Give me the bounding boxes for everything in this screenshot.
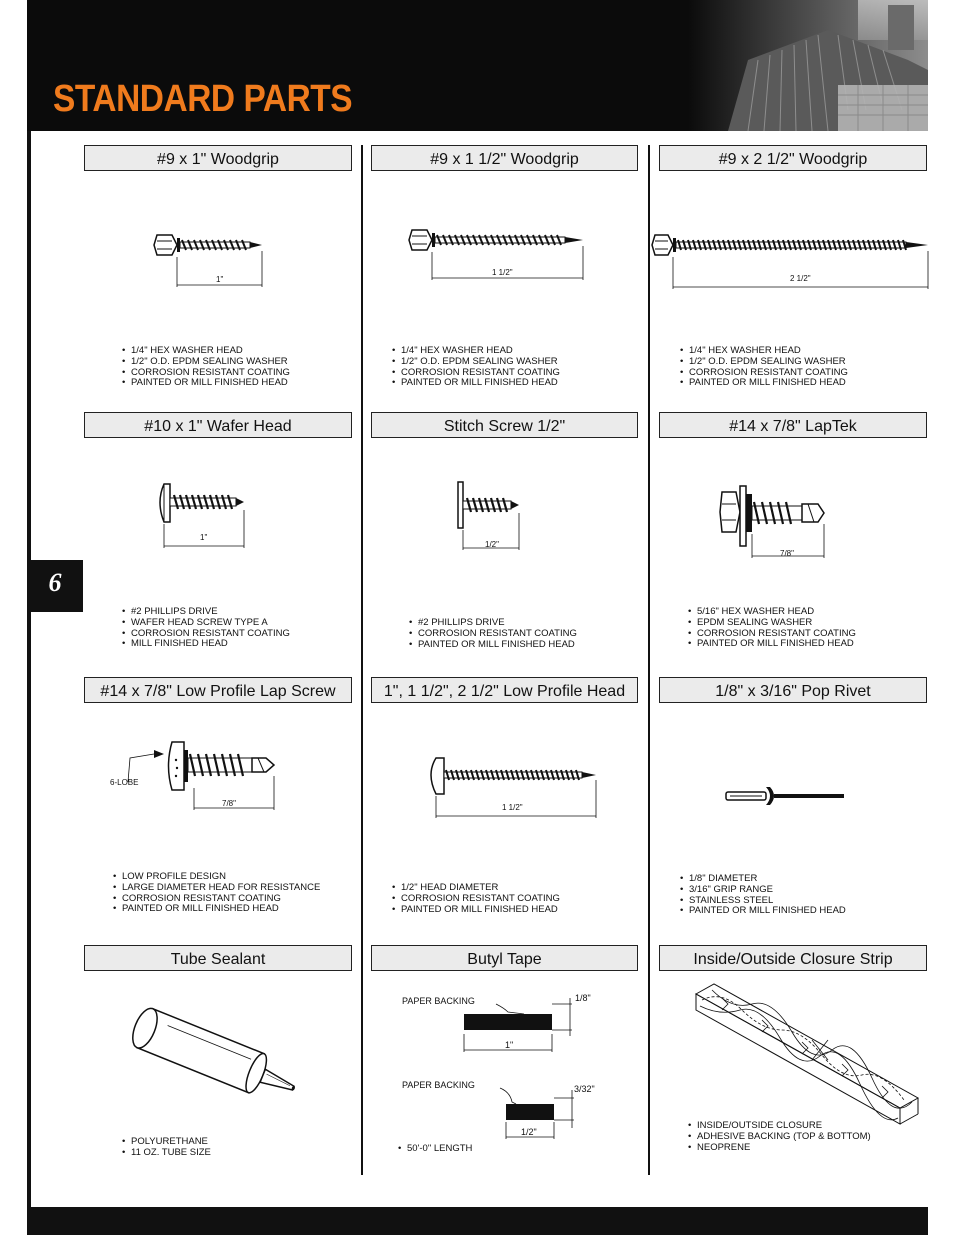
part-title: Stitch Screw 1/2" <box>371 412 638 438</box>
woodgrip-1-5-screw-drawing <box>405 222 590 287</box>
feature-list <box>688 607 856 650</box>
page-footer <box>27 1207 928 1235</box>
feature-item: • INSIDE/OUTSIDE CLOSURE <box>688 1121 871 1132</box>
feature-item: • STAINLESS STEEL <box>680 896 846 907</box>
dimension-label: 1/2" <box>485 540 499 549</box>
feature-list <box>680 346 848 389</box>
feature-item: • 11 OZ. TUBE SIZE <box>122 1148 211 1159</box>
feature-item: • PAINTED OR MILL FINISHED HEAD <box>392 905 560 916</box>
feature-item: • #2 PHILLIPS DRIVE <box>409 618 577 629</box>
woodgrip-1-screw-drawing <box>150 225 280 295</box>
feature-item: • 1/2" O.D. EPDM SEALING WASHER <box>680 357 848 368</box>
feature-item: • POLYURETHANE <box>122 1137 211 1148</box>
feature-item: • 1/8" DIAMETER <box>680 874 846 885</box>
left-border <box>27 0 31 1235</box>
closure-strip-drawing <box>692 980 922 1120</box>
column-divider <box>361 145 363 1175</box>
feature-item: • CORROSION RESISTANT COATING <box>680 368 848 379</box>
feature-item: • CORROSION RESISTANT COATING <box>688 629 856 640</box>
feature-list <box>122 1137 211 1159</box>
feature-item: • 1/4" HEX WASHER HEAD <box>392 346 560 357</box>
dimension-label: 1" <box>200 533 208 542</box>
feature-item: • PAINTED OR MILL FINISHED HEAD <box>680 906 846 917</box>
butyl-tape-2-drawing <box>500 1084 585 1142</box>
part-title: Tube Sealant <box>84 945 352 971</box>
tube-sealant-drawing <box>118 1015 313 1110</box>
chapter-tab <box>27 560 83 612</box>
dimension-label: 1 1/2" <box>502 803 523 812</box>
chapter-number: 6 <box>48 568 62 597</box>
feature-list <box>122 346 290 389</box>
feature-item: • CORROSION RESISTANT COATING <box>122 368 290 379</box>
feature-item: • EPDM SEALING WASHER <box>688 618 856 629</box>
tape-label: PAPER BACKING <box>402 996 475 1006</box>
feature-list <box>113 872 320 915</box>
part-title: #9 x 2 1/2" Woodgrip <box>659 145 927 171</box>
feature-item: • 1/4" HEX WASHER HEAD <box>680 346 848 357</box>
part-title: 1/8" x 3/16" Pop Rivet <box>659 677 927 703</box>
feature-list <box>398 1144 472 1155</box>
feature-item: • 1/2" HEAD DIAMETER <box>392 883 560 894</box>
feature-item: • ADHESIVE BACKING (TOP & BOTTOM) <box>688 1132 871 1143</box>
feature-item: • PAINTED OR MILL FINISHED HEAD <box>409 640 577 651</box>
dimension-label: 7/8" <box>222 799 236 808</box>
feature-item: • CORROSION RESISTANT COATING <box>392 368 560 379</box>
feature-list <box>409 618 577 650</box>
feature-item: • LOW PROFILE DESIGN <box>113 872 320 883</box>
feature-item: • #2 PHILLIPS DRIVE <box>122 607 290 618</box>
dimension-label: 7/8" <box>780 549 794 558</box>
feature-item: • CORROSION RESISTANT COATING <box>409 629 577 640</box>
feature-item: • PAINTED OR MILL FINISHED HEAD <box>688 639 856 650</box>
feature-item: • 1/2" O.D. EPDM SEALING WASHER <box>392 357 560 368</box>
part-title: #9 x 1 1/2" Woodgrip <box>371 145 638 171</box>
feature-item: • PAINTED OR MILL FINISHED HEAD <box>680 378 848 389</box>
page-title: STANDARD PARTS <box>53 78 353 120</box>
feature-item: • CORROSION RESISTANT COATING <box>113 894 320 905</box>
part-title: #14 x 7/8" LapTek <box>659 412 927 438</box>
column-divider <box>648 145 650 1175</box>
feature-item: • NEOPRENE <box>688 1143 871 1154</box>
feature-item: • 3/16" GRIP RANGE <box>680 885 846 896</box>
roof-photo <box>688 0 928 131</box>
pop-rivet-drawing <box>724 785 849 807</box>
feature-item: • PAINTED OR MILL FINISHED HEAD <box>122 378 290 389</box>
callout-label: 6-LOBE <box>110 778 139 787</box>
part-title: Inside/Outside Closure Strip <box>659 945 927 971</box>
feature-item: • 1/4" HEX WASHER HEAD <box>122 346 290 357</box>
part-title: #10 x 1" Wafer Head <box>84 412 352 438</box>
feature-list <box>680 874 846 917</box>
feature-item: • CORROSION RESISTANT COATING <box>392 894 560 905</box>
feature-item: • WAFER HEAD SCREW TYPE A <box>122 618 290 629</box>
part-title: #9 x 1" Woodgrip <box>84 145 352 171</box>
feature-list <box>392 346 560 389</box>
tape-label: PAPER BACKING <box>402 1080 475 1090</box>
feature-item: • MILL FINISHED HEAD <box>122 639 290 650</box>
part-title: #14 x 7/8" Low Profile Lap Screw <box>84 677 352 703</box>
feature-list <box>688 1121 871 1153</box>
feature-item: • 50'-0" LENGTH <box>398 1144 472 1155</box>
tape-width: 1" <box>505 1040 514 1050</box>
dimension-label: 1" <box>216 275 224 284</box>
tape-thickness: 1/8" <box>575 993 591 1003</box>
butyl-tape-1-drawing <box>460 990 585 1055</box>
part-title: 1", 1 1/2", 2 1/2" Low Profile Head <box>371 677 638 703</box>
page-header <box>27 0 928 131</box>
feature-item: • LARGE DIAMETER HEAD FOR RESISTANCE <box>113 883 320 894</box>
woodgrip-2-5-screw-drawing <box>650 225 935 295</box>
low-profile-lap-screw-drawing <box>110 736 290 816</box>
part-title: Butyl Tape <box>371 945 638 971</box>
feature-item: • PAINTED OR MILL FINISHED HEAD <box>392 378 560 389</box>
tape-thickness: 3/32" <box>574 1084 595 1094</box>
feature-item: • PAINTED OR MILL FINISHED HEAD <box>113 904 320 915</box>
feature-item: • CORROSION RESISTANT COATING <box>122 629 290 640</box>
feature-item: • 5/16" HEX WASHER HEAD <box>688 607 856 618</box>
laptek-screw-drawing <box>718 482 833 567</box>
feature-item: • 1/2" O.D. EPDM SEALING WASHER <box>122 357 290 368</box>
feature-list <box>392 883 560 915</box>
dimension-label: 1 1/2" <box>492 268 513 277</box>
tape-width: 1/2" <box>521 1127 537 1137</box>
dimension-label: 2 1/2" <box>790 274 811 283</box>
feature-list <box>122 607 290 650</box>
